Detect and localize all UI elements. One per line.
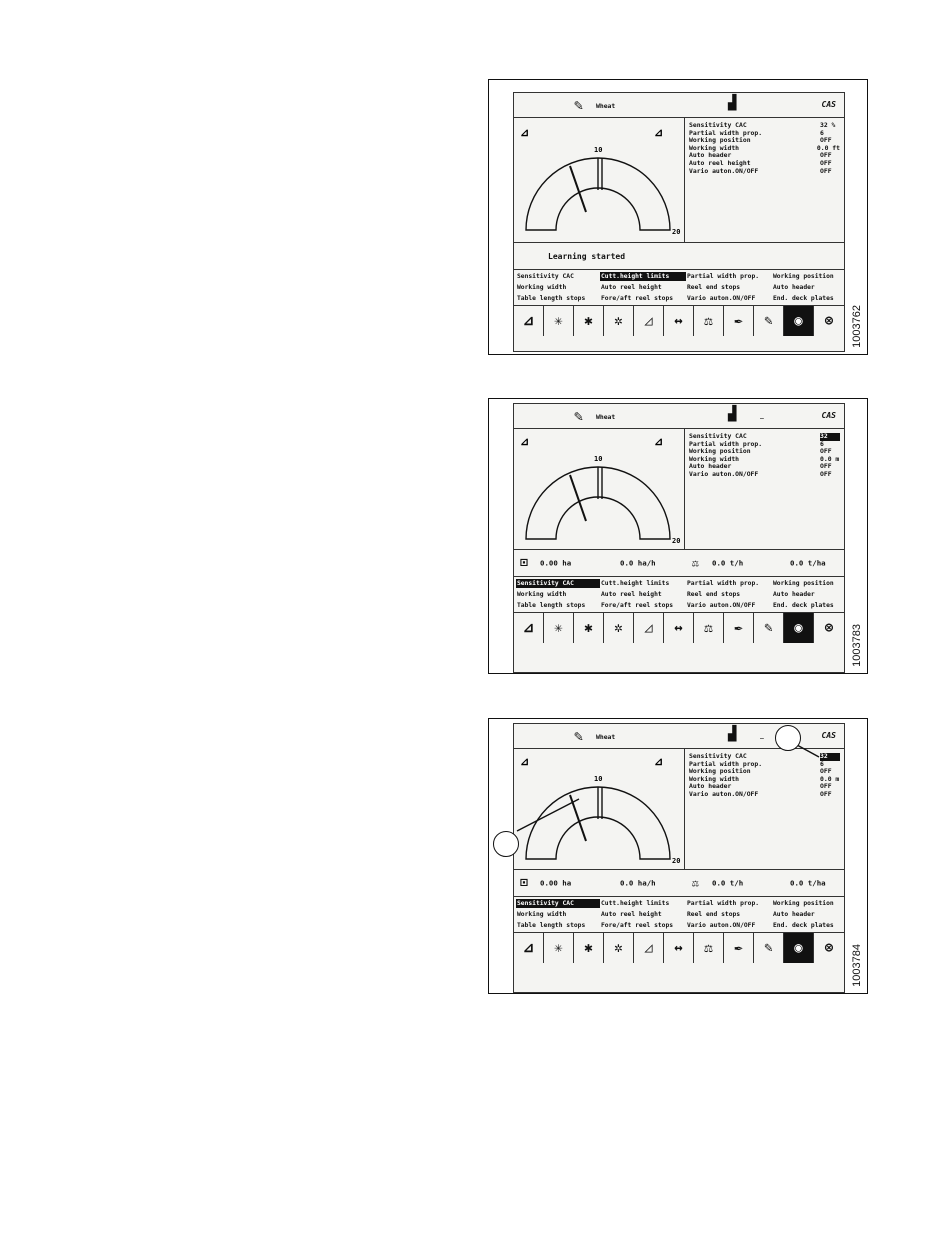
crop-name: Wheat bbox=[596, 413, 616, 421]
scale-icon[interactable]: ⚖ bbox=[694, 306, 724, 336]
brand-logo: CAS bbox=[821, 100, 836, 109]
reel-height-icon[interactable]: ✱ bbox=[574, 933, 604, 963]
menu-item[interactable]: Auto header bbox=[773, 591, 815, 598]
scale-icon: ⚖ bbox=[692, 556, 699, 570]
reel-height-icon[interactable]: ✱ bbox=[574, 613, 604, 643]
menu-item[interactable]: Table length stops bbox=[517, 295, 586, 302]
gauge-top-label: 10 bbox=[594, 455, 603, 463]
header-icon-right: ⊿ bbox=[654, 126, 664, 139]
menu-item[interactable]: Cutt.height limits bbox=[601, 900, 670, 907]
menu-item[interactable]: Table length stops bbox=[517, 922, 586, 929]
crop-icon[interactable]: ✒ bbox=[724, 933, 754, 963]
menu-item[interactable]: Vario auton.ON/OFF bbox=[687, 602, 756, 609]
param-row: Working width 0.0 ft bbox=[689, 143, 840, 152]
settings-wheel-icon[interactable]: ⊗ bbox=[824, 940, 834, 956]
scale-icon[interactable]: ⚖ bbox=[694, 613, 724, 643]
settings-wheel-icon[interactable]: ⊗ bbox=[824, 620, 834, 636]
header-height-icon[interactable]: ⊿ bbox=[514, 613, 544, 643]
settings-wheel-icon[interactable]: ⊗ bbox=[824, 313, 834, 329]
pencil-icon[interactable]: ✎ bbox=[754, 933, 784, 963]
param-row: Working position OFF bbox=[689, 767, 832, 776]
menu-item[interactable]: Partial width prop. bbox=[687, 900, 760, 907]
crop-name: Wheat bbox=[596, 102, 616, 110]
brand-logo: CAS bbox=[821, 731, 836, 740]
reel-speed-icon[interactable]: ✲ bbox=[604, 306, 634, 336]
toolbar bbox=[514, 306, 844, 336]
crop-icon: ✎ bbox=[574, 407, 584, 425]
cutting-height-gauge bbox=[514, 118, 685, 242]
reel-fore-aft-icon[interactable]: ✳ bbox=[544, 933, 574, 963]
cutting-height-gauge bbox=[514, 429, 685, 549]
menu-item-selected[interactable]: Sensitivity CAC bbox=[516, 579, 600, 588]
callout-lines bbox=[489, 719, 869, 995]
gauge-top-label: 10 bbox=[594, 775, 603, 783]
header-icon-left: ⊿ bbox=[520, 126, 530, 139]
param-row: Vario auton.ON/OFF OFF bbox=[689, 166, 832, 175]
crop-icon: ✎ bbox=[574, 727, 584, 745]
menu-item[interactable]: Auto reel height bbox=[601, 911, 662, 918]
screen-header bbox=[514, 93, 844, 118]
menu-item[interactable]: Sensitivity CAC bbox=[517, 273, 574, 280]
yield-per-area: 0.0 t/ha bbox=[790, 878, 826, 888]
param-row: Auto header OFF bbox=[689, 151, 832, 160]
param-row: Working width 0.0 m bbox=[689, 454, 840, 463]
cutting-width-icon[interactable]: ↔ bbox=[664, 306, 694, 336]
param-row: Auto header OFF bbox=[689, 782, 832, 791]
menu-item[interactable]: Partial width prop. bbox=[687, 580, 760, 587]
menu-item[interactable]: Working position bbox=[773, 580, 834, 587]
menu-item[interactable]: Auto header bbox=[773, 911, 815, 918]
param-row: Vario auton.ON/OFF OFF bbox=[689, 469, 832, 478]
operator-icon: ▟ bbox=[728, 95, 737, 111]
menu-item[interactable]: Working position bbox=[773, 273, 834, 280]
callout-circle-1 bbox=[493, 831, 519, 857]
param-row: Working position OFF bbox=[689, 136, 832, 145]
menu-item[interactable]: Reel end stops bbox=[687, 591, 741, 598]
header-icon-left: ⊿ bbox=[520, 755, 530, 768]
param-row: Partial width prop. 6 bbox=[689, 128, 824, 137]
operator-icon: ▟ bbox=[728, 406, 737, 422]
menu-item[interactable]: Vario auton.ON/OFF bbox=[687, 295, 756, 302]
header-tilt-icon[interactable]: ◿ bbox=[634, 306, 664, 336]
menu-item[interactable]: Working width bbox=[517, 284, 567, 291]
param-row: Sensitivity CAC 32 % bbox=[689, 121, 836, 129]
header-icon-right: ⊿ bbox=[654, 755, 664, 768]
monitor-gauge-icon[interactable]: ◉ bbox=[784, 306, 814, 336]
reel-speed-icon[interactable]: ✲ bbox=[604, 933, 634, 963]
status-message: Learning started bbox=[514, 243, 844, 270]
menu-item[interactable]: Auto header bbox=[773, 284, 815, 291]
menu-item[interactable]: Reel end stops bbox=[687, 911, 741, 918]
function-menu bbox=[514, 270, 844, 306]
gauge-top-label: 10 bbox=[594, 146, 603, 154]
menu-item[interactable]: Reel end stops bbox=[687, 284, 741, 291]
menu-item[interactable]: Cutt.height limits bbox=[601, 580, 670, 587]
callout-circle-2 bbox=[775, 725, 801, 751]
figure-id: 1003762 bbox=[851, 305, 863, 348]
crop-name: Wheat bbox=[596, 733, 616, 741]
cursor: _ bbox=[760, 411, 764, 419]
reel-height-icon[interactable]: ✱ bbox=[574, 306, 604, 336]
reel-speed-icon[interactable]: ✲ bbox=[604, 613, 634, 643]
crop-icon: ✎ bbox=[574, 96, 584, 114]
figure-2 bbox=[488, 398, 868, 674]
menu-item[interactable]: Fore/aft reel stops bbox=[601, 922, 674, 929]
yield-per-hour: 0.0 t/h bbox=[712, 558, 744, 568]
menu-item[interactable]: Working width bbox=[517, 591, 567, 598]
gauge-right-label: 20 bbox=[672, 537, 681, 545]
figure-3 bbox=[488, 718, 868, 994]
param-row: Sensitivity CAC 32 bbox=[689, 433, 840, 441]
rate-value: 0.0 ha/h bbox=[620, 878, 656, 888]
monitor-gauge-icon[interactable]: ◉ bbox=[784, 613, 814, 643]
menu-item[interactable]: Table length stops bbox=[517, 602, 586, 609]
param-row: Auto reel height OFF bbox=[689, 158, 832, 167]
menu-item-selected[interactable]: Sensitivity CAC bbox=[516, 899, 600, 908]
param-row: Partial width prop. 6 bbox=[689, 439, 824, 448]
cutting-width-icon[interactable]: ↔ bbox=[664, 613, 694, 643]
header-height-icon[interactable]: ⊿ bbox=[514, 933, 544, 963]
toolbar bbox=[514, 613, 844, 643]
gauge-right-label: 20 bbox=[672, 857, 681, 865]
yield-per-area: 0.0 t/ha bbox=[790, 558, 826, 568]
pencil-icon[interactable]: ✎ bbox=[754, 613, 784, 643]
cursor: _ bbox=[760, 731, 764, 739]
header-tilt-icon[interactable]: ◿ bbox=[634, 933, 664, 963]
menu-item[interactable]: Working width bbox=[517, 911, 567, 918]
figure-id: 1003783 bbox=[851, 624, 863, 667]
header-height-icon[interactable]: ⊿ bbox=[514, 306, 544, 336]
menu-item[interactable]: Working position bbox=[773, 900, 834, 907]
menu-item[interactable]: Auto reel height bbox=[601, 284, 662, 291]
screen-header bbox=[514, 404, 844, 429]
param-row: Partial width prop. 6 bbox=[689, 759, 824, 768]
menu-item-selected[interactable]: Cutt.height limits bbox=[600, 272, 686, 281]
header-icon-left: ⊿ bbox=[520, 435, 530, 448]
cutting-width-icon[interactable]: ↔ bbox=[664, 933, 694, 963]
area-icon: ⊡ bbox=[520, 875, 528, 891]
rate-value: 0.0 ha/h bbox=[620, 558, 656, 568]
figure-id: 1003784 bbox=[851, 944, 863, 987]
scale-icon[interactable]: ⚖ bbox=[694, 933, 724, 963]
crop-icon[interactable]: ✒ bbox=[724, 613, 754, 643]
param-list bbox=[685, 118, 844, 242]
menu-item[interactable]: Vario auton.ON/OFF bbox=[687, 922, 756, 929]
function-menu bbox=[514, 577, 844, 613]
terminal-screen bbox=[513, 92, 845, 352]
gauge-right-label: 20 bbox=[672, 228, 681, 236]
operator-icon: ▟ bbox=[728, 726, 737, 742]
pencil-icon[interactable]: ✎ bbox=[754, 306, 784, 336]
header-icon-right: ⊿ bbox=[654, 435, 664, 448]
param-row: Auto header OFF bbox=[689, 462, 832, 471]
crop-icon[interactable]: ✒ bbox=[724, 306, 754, 336]
menu-item[interactable]: Auto reel height bbox=[601, 591, 662, 598]
param-list bbox=[685, 429, 844, 549]
param-row: Working width 0.0 m bbox=[689, 774, 840, 783]
menu-item[interactable]: Fore/aft reel stops bbox=[601, 295, 674, 302]
param-row: Working position OFF bbox=[689, 447, 832, 456]
menu-item[interactable]: Partial width prop. bbox=[687, 273, 760, 280]
menu-item[interactable]: End. deck plates bbox=[773, 922, 834, 929]
brand-logo: CAS bbox=[821, 411, 836, 420]
menu-item[interactable]: Fore/aft reel stops bbox=[601, 602, 674, 609]
menu-item[interactable]: End. deck plates bbox=[773, 295, 834, 302]
area-value: 0.00 ha bbox=[540, 878, 572, 888]
scale-icon: ⚖ bbox=[692, 876, 699, 890]
yield-per-hour: 0.0 t/h bbox=[712, 878, 744, 888]
figure-1 bbox=[488, 79, 868, 355]
reel-fore-aft-icon[interactable]: ✳ bbox=[544, 613, 574, 643]
menu-item[interactable]: End. deck plates bbox=[773, 602, 834, 609]
param-row: Vario auton.ON/OFF OFF bbox=[689, 789, 832, 798]
monitor-gauge-icon[interactable]: ◉ bbox=[784, 933, 814, 963]
yield-stats bbox=[514, 550, 844, 577]
header-tilt-icon[interactable]: ◿ bbox=[634, 613, 664, 643]
param-row: Sensitivity CAC 32 bbox=[689, 753, 840, 761]
area-value: 0.00 ha bbox=[540, 558, 572, 568]
reel-fore-aft-icon[interactable]: ✳ bbox=[544, 306, 574, 336]
terminal-screen bbox=[513, 403, 845, 673]
area-icon: ⊡ bbox=[520, 555, 528, 571]
